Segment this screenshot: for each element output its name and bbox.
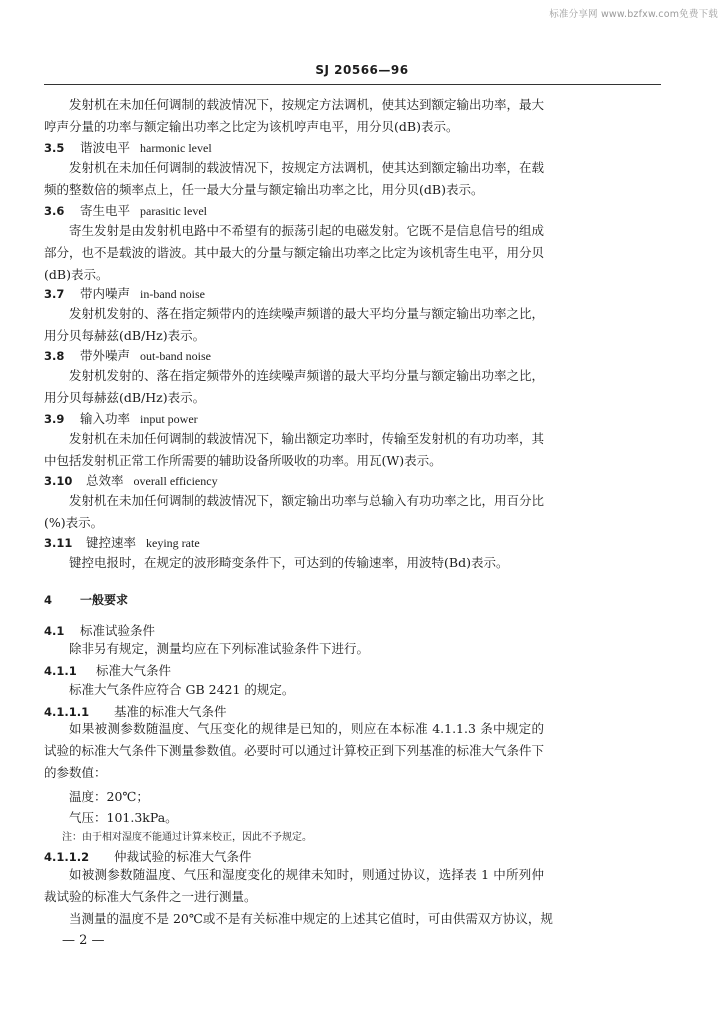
section-title-en: in-band noise (140, 287, 206, 301)
section-title-en: keying rate (146, 536, 200, 550)
section-title: 基准的标准大气条件 (114, 704, 227, 719)
reference-temperature: 温度：20℃； (69, 789, 149, 804)
paragraph-arbitration-atmosphere: 如被测参数随温度、气压和湿度变化的规律未知时，则通过协议，选择表 1 中所列仲裁试验的标准大气条件之一进行测量。 (44, 867, 544, 904)
section-4-1-1-2-heading (44, 849, 252, 865)
section-title: 键控速率 (86, 535, 137, 550)
section-number: 3.9 (44, 412, 65, 426)
section-title-en: harmonic level (140, 141, 212, 155)
paragraph-reference-atmosphere: 如果被测参数随温度、气压变化的规律是已知的，则应在本标准 4.1.1.3 条中规定的试验的标准大气条件下测量参数值。必要时可以通过计算校正到下列基准的标准大气条件下的参数值： (44, 721, 545, 780)
section-title: 带外噪声 (80, 348, 131, 363)
paragraph-overall-efficiency: 发射机在未加任何调制的载波情况下，额定输出功率与总输入有功功率之比，用百分比(%)表示。 (44, 493, 545, 530)
paragraph-in-band-noise: 发射机发射的、落在指定频带内的连续噪声频谱的最大平均分量与额定输出功率之比，用分贝每赫兹(dB/Hz)表示。 (44, 306, 545, 343)
section-title: 一般要求 (80, 593, 129, 607)
section-number: 3.7 (44, 287, 65, 301)
section-title-en: out-band noise (140, 349, 212, 363)
paragraph-harmonic-level: 发射机在未加任何调制的载波情况下，按规定方法调机，使其达到额定输出功率，在载频的整数倍的频率点上，任一最大分量与额定输出功率之比，用分贝(dB)表示。 (44, 160, 545, 197)
paragraph-standard-test-conditions: 除非另有规定，测量均应在下列标准试验条件下进行。 (69, 641, 370, 656)
section-title: 总效率 (86, 473, 124, 488)
paragraph-keying-rate: 键控电报时，在规定的波形畸变条件下，可达到的传输速率，用波特(Bd)表示。 (69, 555, 509, 570)
section-number: 4.1.1 (44, 664, 77, 678)
section-3-7-heading (44, 286, 205, 302)
section-number: 4.1.1.1 (44, 705, 90, 719)
document-id: SJ 20566—96 (315, 63, 409, 77)
section-3-8-heading (44, 348, 211, 364)
section-title-en: overall efficiency (133, 474, 218, 488)
paragraph-input-power: 发射机在未加任何调制的载波情况下，输出额定功率时，传输至发射机的有功功率，其中包括发射机正常工作所需要的辅助设备所吸收的功率。用瓦(W)表示。 (44, 431, 545, 468)
note-relative-humidity: 注：由于相对湿度不能通过计算来校正，因此不予规定。 (62, 832, 312, 843)
section-4-1-heading (44, 623, 155, 639)
section-title: 标准试验条件 (80, 623, 156, 638)
section-title: 仲裁试验的标准大气条件 (114, 849, 252, 864)
section-number: 3.11 (44, 536, 73, 550)
section-number: 4.1 (44, 624, 65, 638)
section-number: 3.5 (44, 141, 65, 155)
section-3-11-heading (44, 535, 200, 551)
section-number: 4.1.1.2 (44, 850, 90, 864)
header-rule (44, 84, 661, 85)
section-3-9-heading (44, 411, 198, 427)
section-3-10-heading (44, 473, 218, 489)
section-title: 带内噪声 (80, 286, 131, 301)
paragraph-temperature-agreement: 当测量的温度不是 20℃或不是有关标准中规定的上述其它值时，可由供需双方协议，规 (69, 911, 553, 926)
section-4-1-1-heading (44, 663, 171, 679)
section-title: 输入功率 (80, 411, 131, 426)
site-watermark: 标准分享网 www.bzfxw.com免费下载 (549, 9, 718, 20)
section-title: 寄生电平 (80, 203, 131, 218)
section-3-5-heading (44, 140, 212, 156)
section-4-heading (44, 592, 128, 608)
section-number: 3.8 (44, 349, 65, 363)
page-number: — 2 — (62, 933, 105, 948)
paragraph-standard-atmosphere: 标准大气条件应符合 GB 2421 的规定。 (69, 682, 295, 697)
section-title-en: input power (140, 412, 198, 426)
section-number: 4 (44, 593, 53, 607)
section-title: 谐波电平 (80, 140, 131, 155)
section-number: 3.6 (44, 204, 65, 218)
reference-pressure: 气压：101.3kPa。 (69, 810, 178, 825)
paragraph-hum-level: 发射机在未加任何调制的载波情况下，按规定方法调机，使其达到额定输出功率，最大哼声分量的功率与额定输出功率之比定为该机哼声电平，用分贝(dB)表示。 (44, 97, 545, 134)
section-title-en: parasitic level (140, 204, 207, 218)
paragraph-parasitic-level: 寄生发射是由发射机电路中不希望有的振荡引起的电磁发射。它既不是信息信号的组成部分，也不是载波的谐波。其中最大的分量与额定输出功率之比定为该机寄生电平，用分贝(dB)表示。 (44, 223, 545, 282)
paragraph-out-band-noise: 发射机发射的、落在指定频带外的连续噪声频谱的最大平均分量与额定输出功率之比，用分贝每赫兹(dB/Hz)表示。 (44, 368, 545, 405)
section-3-6-heading (44, 203, 207, 219)
section-title: 标准大气条件 (96, 663, 172, 678)
section-number: 3.10 (44, 474, 73, 488)
